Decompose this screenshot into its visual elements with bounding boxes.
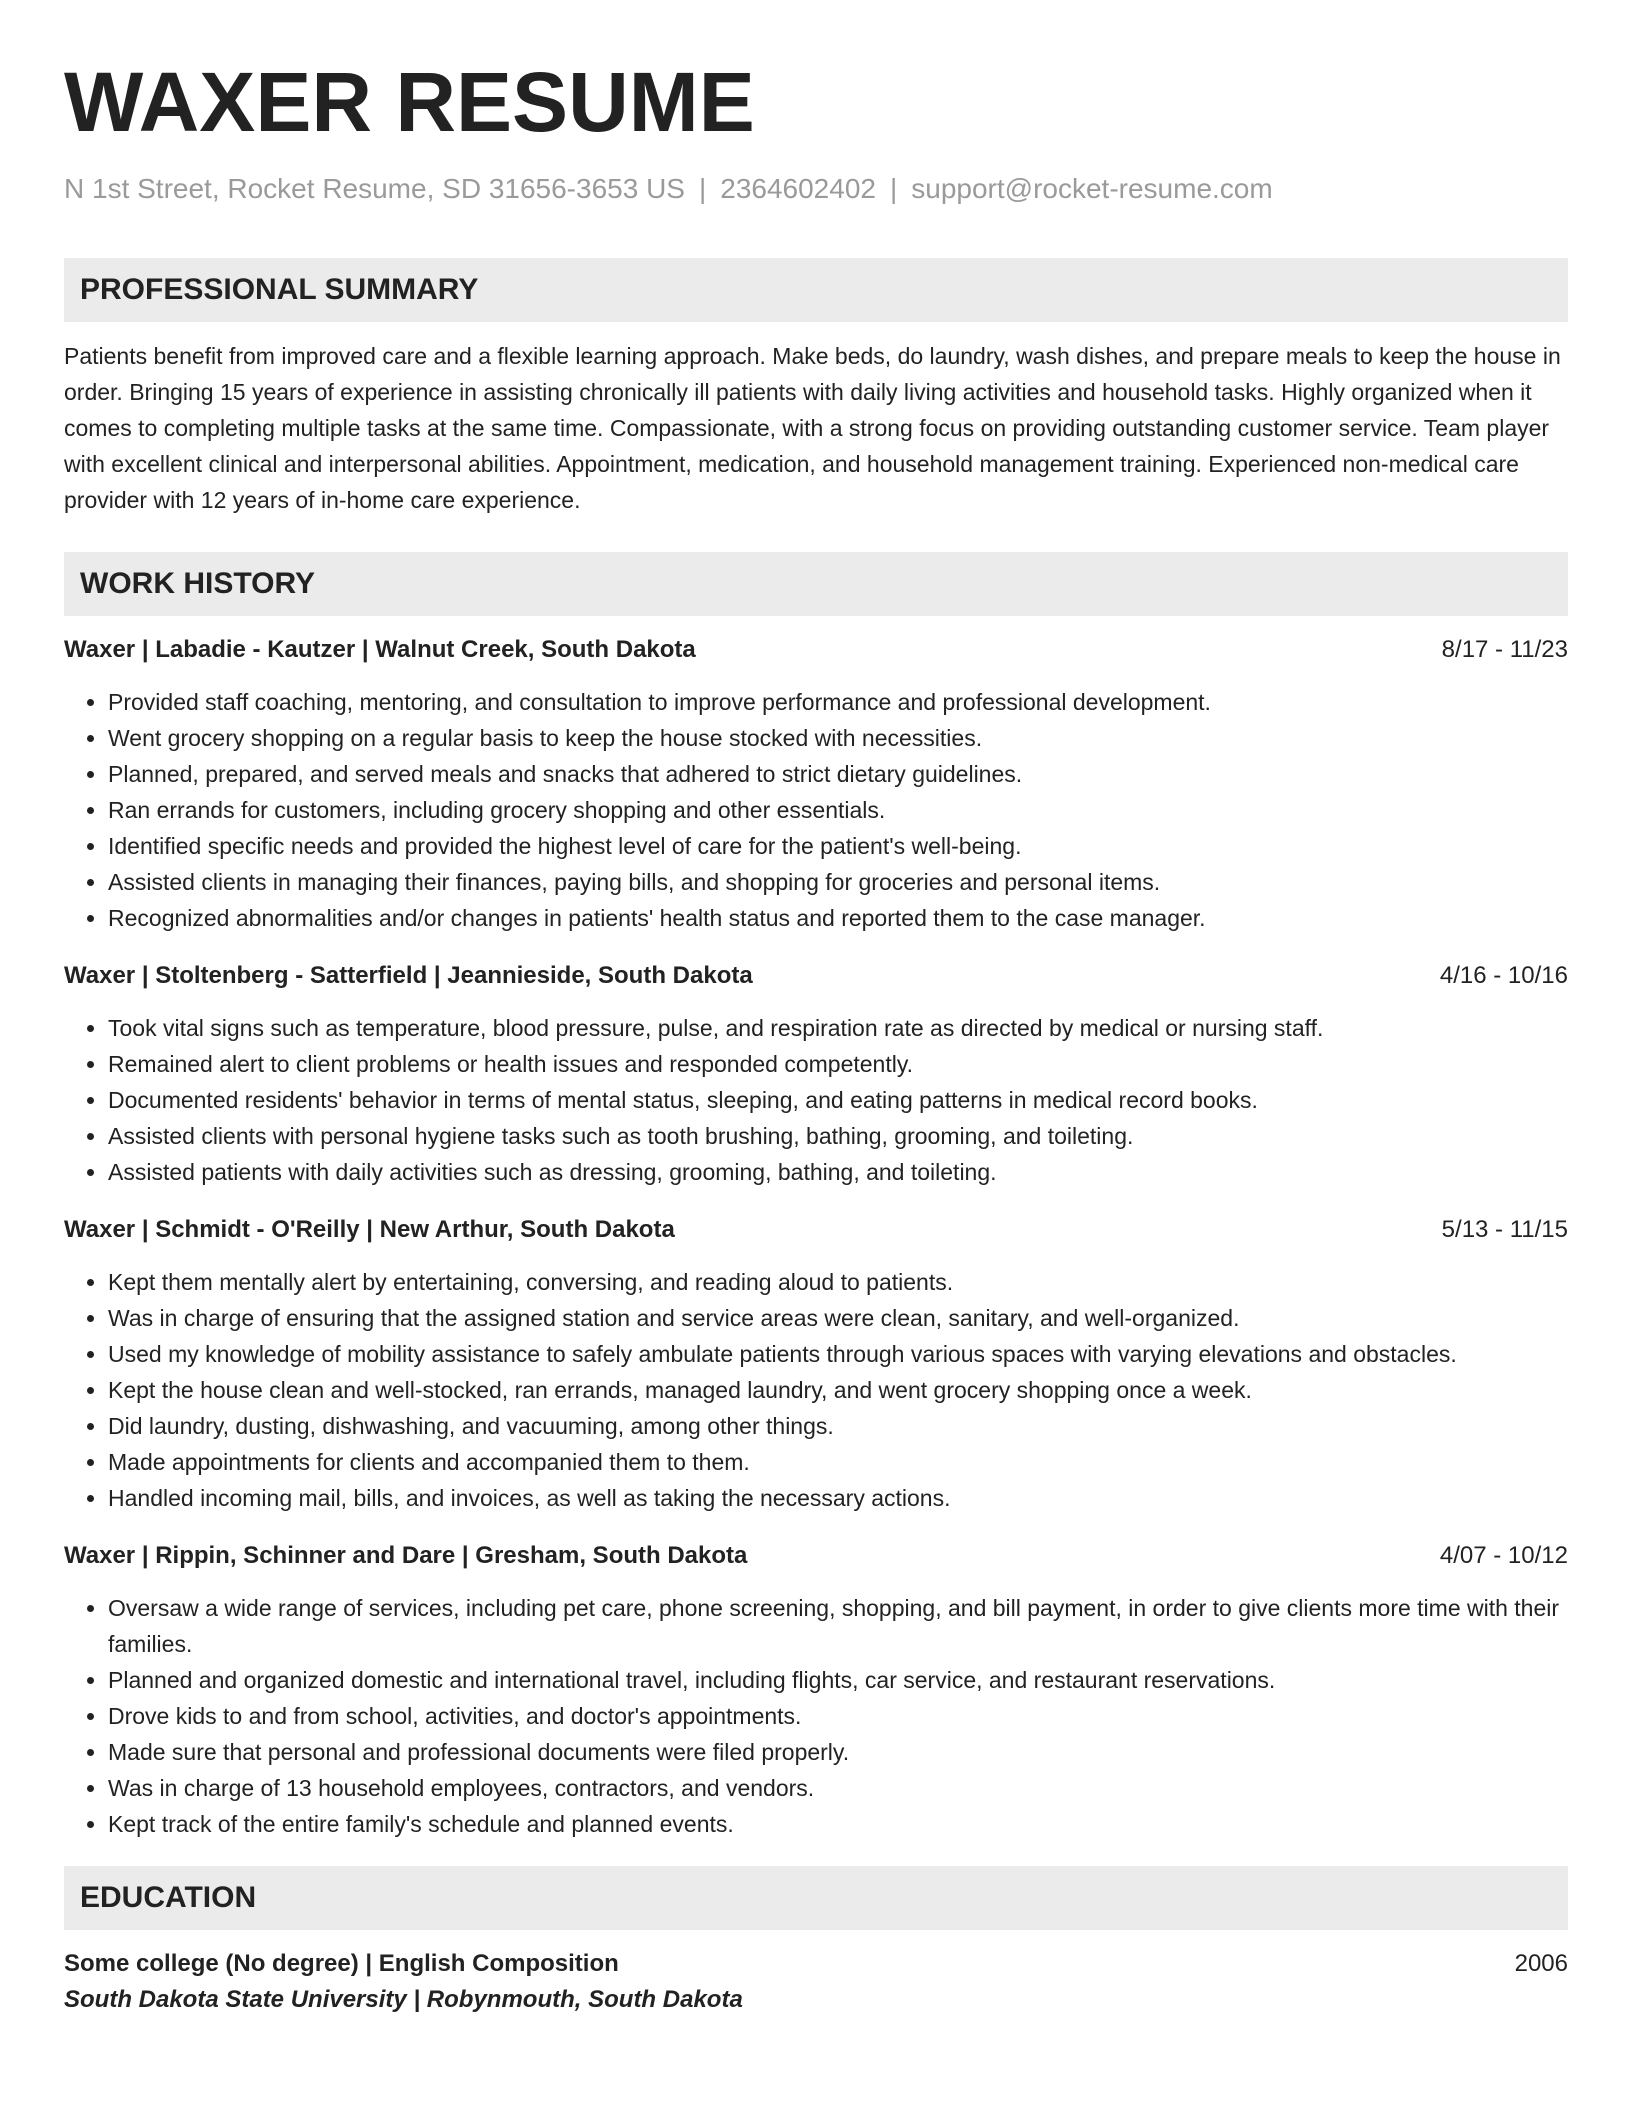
education-year: 2006 [1514,1950,1568,1977]
contact-separator: | [698,173,707,204]
summary-text: Patients benefit from improved care and a flexible learning approach. Make beds, do laundry, wash dishes, and prepare meals to keep the house in order. Bringing 15 years of experience in assisting chronically ill patients with daily living activities and household tasks. Highly organized when it comes to completing multiple tasks at the same time. Compassionate, with a strong focus on providing outstanding customer service. Team player with excellent clinical and interpersonal abilities. Appointment, medication, and household management training. Experienced non-medical care provider with 12 years of in-home care experience. [64,343,1561,513]
job-dates: 4/16 - 10/16 [1439,962,1568,989]
job-dates: 5/13 - 11/15 [1441,1216,1568,1243]
education-school: South Dakota State University | Robynmouth, South Dakota [64,1986,743,2013]
job-entry [64,632,1568,936]
job-bullet: • Assisted clients in managing their finances, paying bills, and shopping for groceries and personal items. [108,864,1568,900]
education-entry [64,1946,1568,2018]
job-bullet: • Planned and organized domestic and international travel, including flights, car service, and restaurant reservations. [108,1662,1568,1698]
job-bullet: • Kept the house clean and well-stocked, ran errands, managed laundry, and went grocery shopping once a week. [108,1372,1568,1408]
job-header [64,1538,1568,1574]
job-bullet: • Kept them mentally alert by entertaining, conversing, and reading aloud to patients. [108,1264,1568,1300]
job-bullet: • Identified specific needs and provided the highest level of care for the patient's well-being. [108,828,1568,864]
education-heading: EDUCATION [64,1866,1568,1930]
job-bullet: • Assisted clients with personal hygiene tasks such as tooth brushing, bathing, grooming, and toileting. [108,1118,1568,1154]
work-history-heading: WORK HISTORY [64,552,1568,616]
job-bullet: • Was in charge of 13 household employees, contractors, and vendors. [108,1770,1568,1806]
job-bullet: • Kept track of the entire family's schedule and planned events. [108,1806,1568,1842]
job-bullet: • Drove kids to and from school, activities, and doctor's appointments. [108,1698,1568,1734]
contact-phone: 2364602402 [720,173,876,204]
job-title: Waxer | Schmidt - O'Reilly | New Arthur, South Dakota [64,1216,675,1243]
job-bullet: • Made sure that personal and professional documents were filed properly. [108,1734,1568,1770]
job-bullets [64,1010,1568,1190]
job-bullet: • Was in charge of ensuring that the assigned station and service areas were clean, sanitary, and well-organized. [108,1300,1568,1336]
job-bullet: • Ran errands for customers, including grocery shopping and other essentials. [108,792,1568,828]
job-bullet: • Remained alert to client problems or health issues and responded competently. [108,1046,1568,1082]
contact-line [64,172,1568,206]
job-header [64,958,1568,994]
job-bullet: • Documented residents' behavior in terms of mental status, sleeping, and eating patterns in medical record books. [108,1082,1568,1118]
contact-address: N 1st Street, Rocket Resume, SD 31656-3653 US [64,173,685,204]
job-header [64,1212,1568,1248]
job-dates: 4/07 - 10/12 [1439,1542,1568,1569]
job-entry [64,1538,1568,1842]
job-entry [64,1212,1568,1516]
contact-email: support@rocket-resume.com [911,173,1273,204]
job-title: Waxer | Rippin, Schinner and Dare | Gresham, South Dakota [64,1542,748,1569]
resume-name: WAXER RESUME [64,55,755,149]
job-entry [64,958,1568,1190]
job-bullet: • Provided staff coaching, mentoring, and consultation to improve performance and professional development. [108,684,1568,720]
contact-separator: | [889,173,898,204]
education-header [64,1946,1568,1982]
job-bullet: • Recognized abnormalities and/or changes in patients' health status and reported them to the case manager. [108,900,1568,936]
job-bullet: • Went grocery shopping on a regular basis to keep the house stocked with necessities. [108,720,1568,756]
job-header [64,632,1568,668]
job-bullets [64,684,1568,936]
job-bullet: • Made appointments for clients and accompanied them to them. [108,1444,1568,1480]
job-bullets [64,1264,1568,1516]
job-title: Waxer | Labadie - Kautzer | Walnut Creek, South Dakota [64,636,696,663]
job-bullet: • Oversaw a wide range of services, including pet care, phone screening, shopping, and bill payment, in order to give clients more time with their families. [108,1590,1568,1662]
job-bullet: • Used my knowledge of mobility assistance to safely ambulate patients through various spaces with varying elevations and obstacles. [108,1336,1568,1372]
education-degree: Some college (No degree) | English Composition [64,1950,619,1977]
job-bullet: • Assisted patients with daily activities such as dressing, grooming, bathing, and toileting. [108,1154,1568,1190]
job-title: Waxer | Stoltenberg - Satterfield | Jeannieside, South Dakota [64,962,753,989]
job-bullet: • Took vital signs such as temperature, blood pressure, pulse, and respiration rate as directed by medical or nursing staff. [108,1010,1568,1046]
job-bullet: • Handled incoming mail, bills, and invoices, as well as taking the necessary actions. [108,1480,1568,1516]
job-bullet: • Did laundry, dusting, dishwashing, and vacuuming, among other things. [108,1408,1568,1444]
job-dates: 8/17 - 11/23 [1441,636,1568,663]
job-bullet: • Planned, prepared, and served meals and snacks that adhered to strict dietary guidelines. [108,756,1568,792]
job-bullets [64,1590,1568,1842]
summary-heading: PROFESSIONAL SUMMARY [64,258,1568,322]
